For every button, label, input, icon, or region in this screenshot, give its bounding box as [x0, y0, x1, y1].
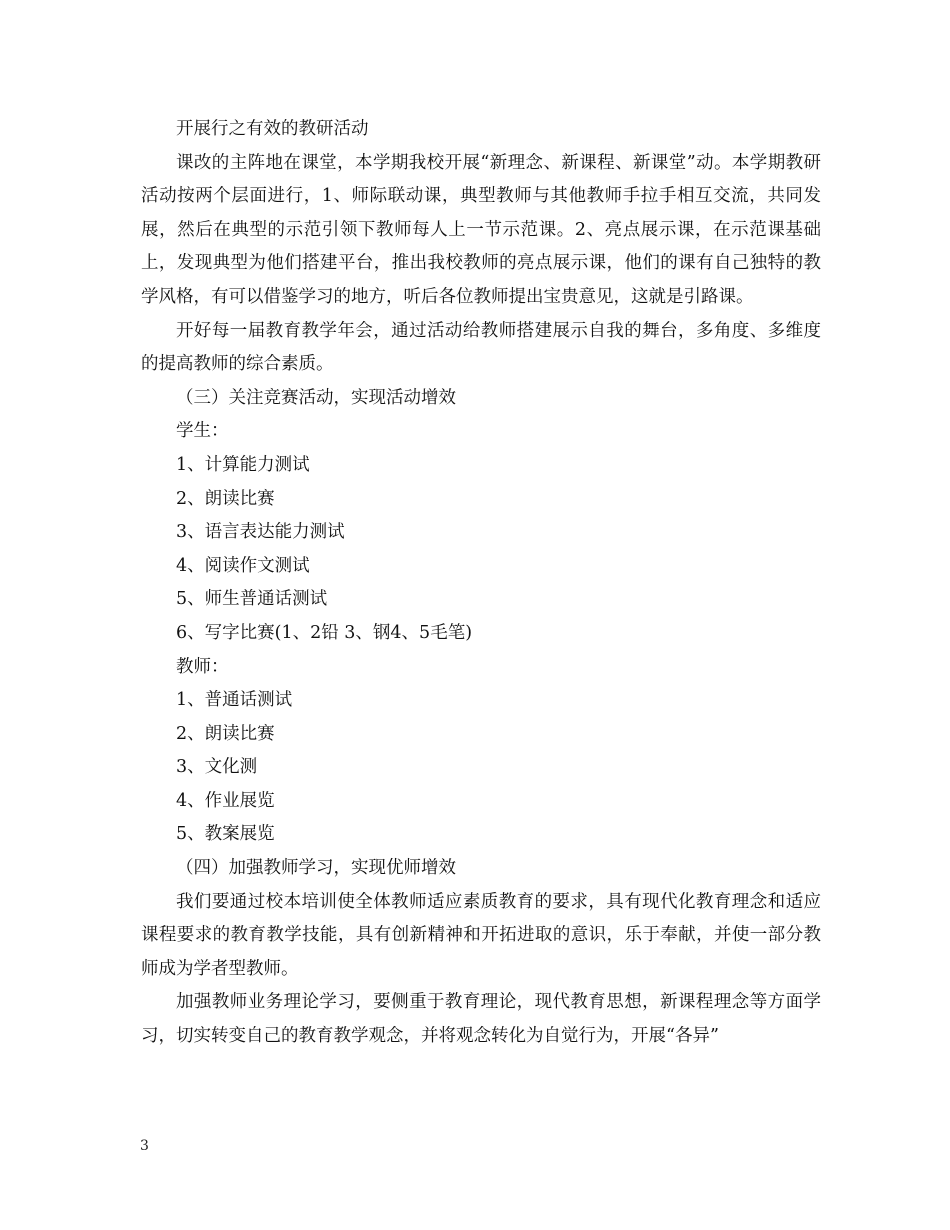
document-body — [141, 113, 821, 1054]
page-number: 3 — [140, 1138, 149, 1154]
list-heading-students: 学生： — [176, 421, 229, 442]
list-item: 3、语言表达能力测试 — [176, 522, 345, 543]
paragraph: 开好每一届教育教学年会，通过活动给教师搭建展示自我的舞台，多角度、多维度的提高教师的综合素质。 — [141, 320, 821, 375]
list-item: 6、写字比赛(1、2铅 3、钢4、5毛笔) — [176, 622, 473, 643]
list-heading-teachers: 教师： — [176, 656, 229, 677]
section-heading: （三）关注竞赛活动，实现活动增效 — [176, 387, 456, 408]
paragraph: 课改的主阵地在课堂，本学期我校开展“新理念、新课程、新课堂”动。本学期教研活动按两个层面进行，1、师际联动课，典型教师与其他教师手拉手相互交流，共同发展，然后在典型的示范引领下教师每人上一节示范课。2、亮点展示课，在示范课基础上，发现典型为他们搭建平台，推出我校教师的亮点展示课，他们的课有自己独特的教学风格，有可以借鉴学习的地方，听后各位教师提出宝贵意见，这就是引路课。 — [141, 152, 821, 307]
section-heading: （四）加强教师学习，实现优师增效 — [176, 858, 456, 879]
list-item: 3、文化测 — [176, 757, 258, 778]
paragraph: 开展行之有效的教研活动 — [176, 119, 369, 139]
list-item: 5、教案展览 — [176, 824, 275, 845]
paragraph: 我们要通过校本培训使全体教师适应素质教育的要求，具有现代化教育理念和适应课程要求的教育教学技能，具有创新精神和开拓进取的意识，乐于奉献，并使一部分教师成为学者型教师。 — [141, 891, 821, 979]
list-item: 2、朗读比赛 — [176, 488, 275, 509]
paragraph: 加强教师业务理论学习，要侧重于教育理论，现代教育思想，新课程理念等方面学习，切实转变自己的教育教学观念，并将观念转化为自觉行为，开展“各异” — [141, 992, 821, 1047]
list-item: 5、师生普通话测试 — [176, 589, 328, 610]
list-item: 1、普通话测试 — [176, 690, 293, 711]
list-item: 2、朗读比赛 — [176, 723, 275, 744]
list-item: 4、阅读作文测试 — [176, 555, 310, 576]
list-item: 1、计算能力测试 — [176, 454, 310, 475]
list-item: 4、作业展览 — [176, 790, 275, 811]
